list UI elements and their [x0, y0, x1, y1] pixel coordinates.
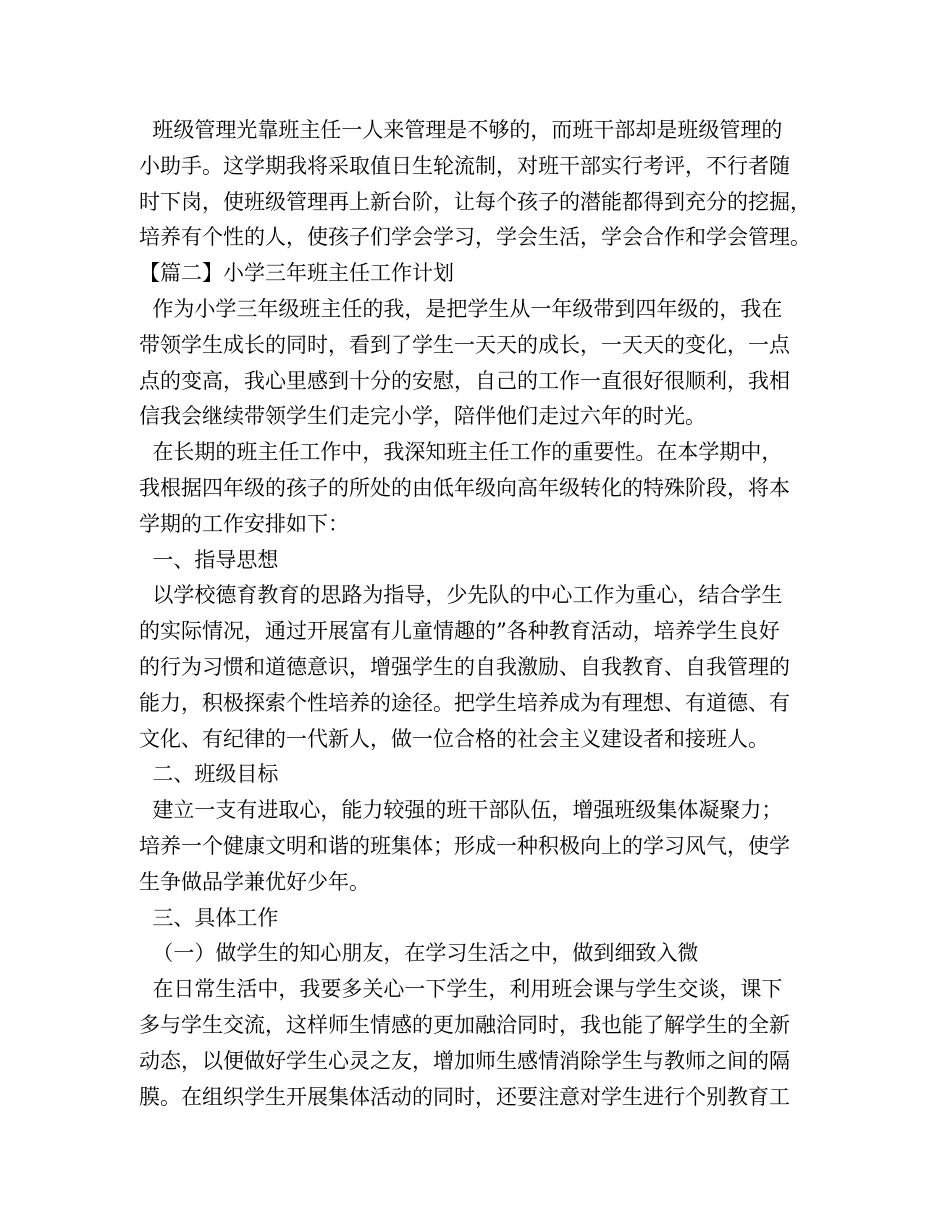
text-line: 带领学生成长的同时，看到了学生一天天的成长，一天天的变化，一点 [139, 332, 790, 357]
text-line: 膜。在组织学生开展集体活动的同时，还要注意对学生进行个别教育工 [139, 1084, 790, 1109]
text-line: 的实际情况，通过开展富有儿童情趣的”各种教育活动，培养学生良好 [139, 619, 780, 644]
text-line: 的行为习惯和道德意识，增强学生的自我激励、自我教育、自我管理的 [139, 654, 790, 679]
text-line: 班级管理光靠班主任一人来管理是不够的，而班干部却是班级管理的 [139, 118, 783, 142]
text-line: 多与学生交流，这样师生情感的更加融洽同时，我也能了解学生的全新 [139, 1012, 790, 1037]
text-line: 点的变高，我心里感到十分的安慰，自己的工作一直很好很顺利，我相 [139, 368, 790, 393]
subsection-heading: 一、指导思想 [139, 547, 279, 572]
text-line: 信我会继续带领学生们走完小学，陪伴他们走过六年的时光。 [139, 404, 706, 429]
text-line: 在长期的班主任工作中，我深知班主任工作的重要性。在本学期中， [139, 440, 783, 465]
text-line: 培养一个健康文明和谐的班集体；形成一种积极向上的学习风气，使学 [139, 833, 790, 858]
subsection-heading: 三、具体工作 [139, 905, 279, 930]
text-line: 在日常生活中，我要多关心一下学生，利用班会课与学生交谈，课下 [139, 977, 783, 1002]
subsection-heading: 二、班级目标 [139, 762, 279, 787]
text-line: 小助手。这学期我将采取值日生轮流制，对班干部实行考评，不行者随 [139, 153, 790, 178]
text-line: 建立一支有进取心，能力较强的班干部队伍，增强班级集体凝聚力； [139, 798, 783, 823]
item-heading: （一）做学生的知心朋友，在学习生活之中，做到细致入微 [139, 941, 699, 966]
text-line: 时下岗，使班级管理再上新台阶，让每个孩子的潜能都得到充分的挖掘， [139, 189, 811, 214]
text-line: 作为小学三年级班主任的我，是把学生从一年级带到四年级的，我在 [139, 296, 783, 321]
text-line: 我根据四年级的孩子的所处的由低年级向高年级转化的特殊阶段，将本 [139, 475, 790, 500]
text-line: 文化、有纪律的一代新人，做一位合格的社会主义建设者和接班人。 [139, 726, 769, 751]
text-line: 学期的工作安排如下： [139, 511, 349, 536]
text-line: 生争做品学兼优好少年。 [139, 869, 370, 894]
text-line: 以学校德育教育的思路为指导，少先队的中心工作为重心，结合学生 [139, 583, 783, 608]
text-line: 培养有个性的人，使孩子们学会学习，学会生活，学会合作和学会管理。 [139, 225, 811, 250]
document-body [139, 113, 829, 1115]
text-line: 动态，以便做好学生心灵之友，增加师生感情消除学生与教师之间的隔 [139, 1048, 790, 1073]
section-heading: 【篇二】小学三年班主任工作计划 [139, 261, 454, 286]
text-line: 能力，积极探索个性培养的途径。把学生培养成为有理想、有道德、有 [139, 690, 790, 715]
